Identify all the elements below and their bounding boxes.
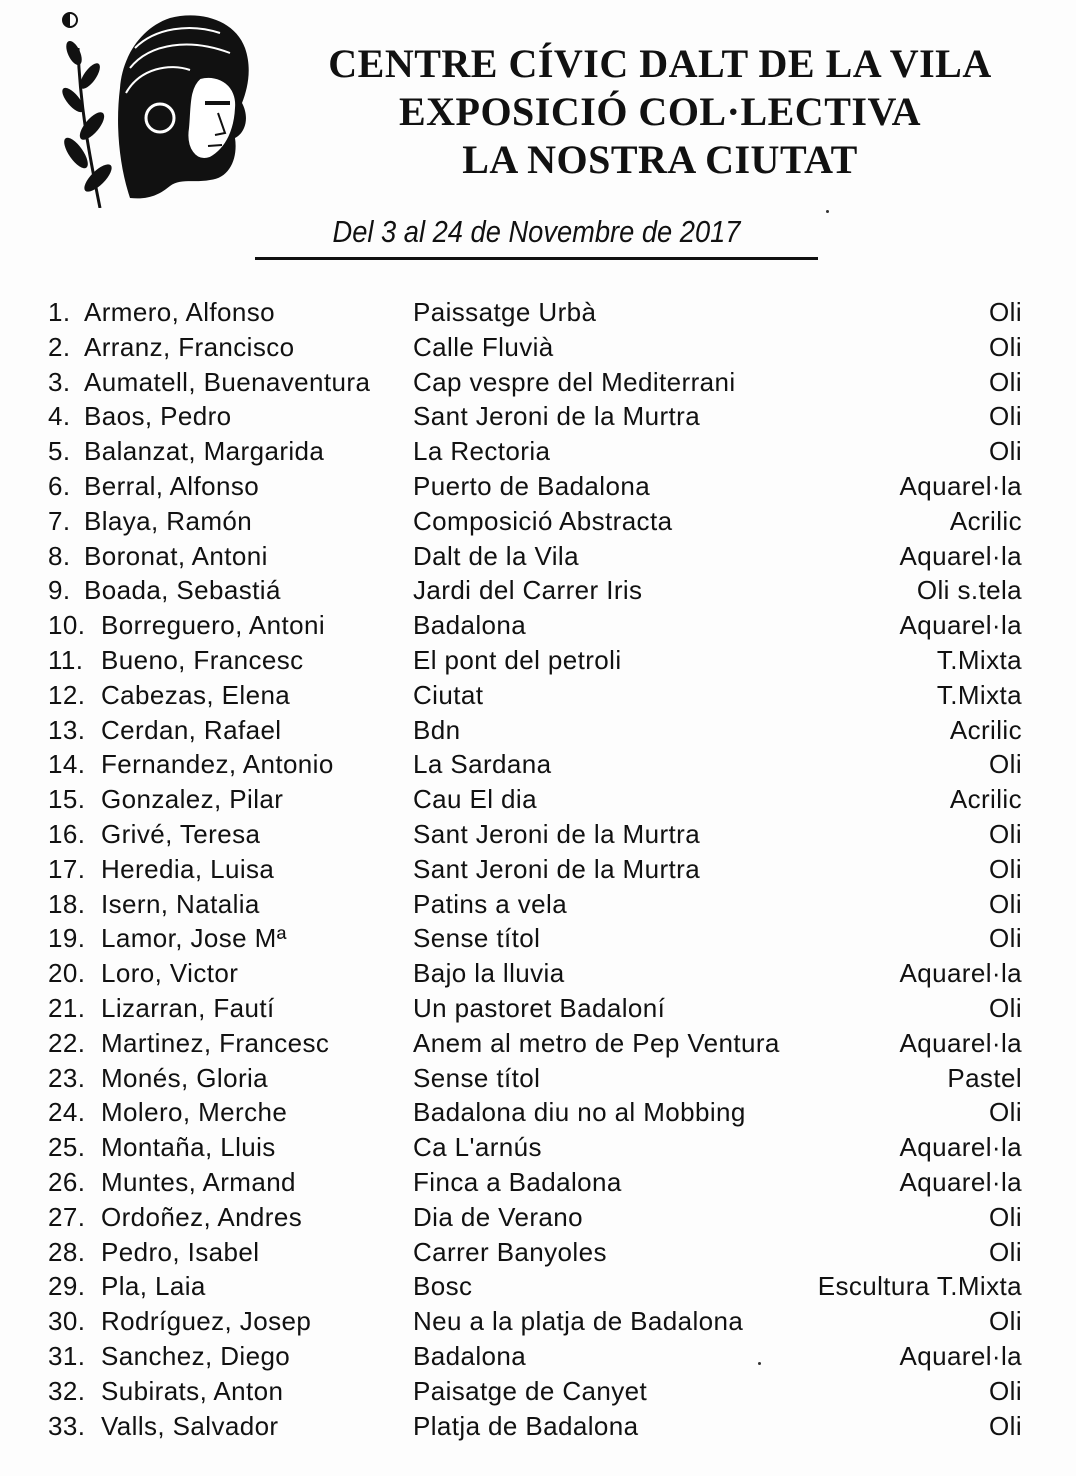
list-item bbox=[0, 1130, 1076, 1165]
artwork-technique: Aquarel·la bbox=[899, 470, 1022, 501]
entry-number: 9. bbox=[48, 575, 71, 606]
entry-number: 18. bbox=[48, 888, 86, 919]
classical-head-with-laurel-icon bbox=[60, 8, 260, 208]
entry-number: 26. bbox=[48, 1166, 86, 1197]
artist-name: Armero, Alfonso bbox=[84, 297, 275, 327]
artwork-title: Un pastoret Badaloní bbox=[413, 992, 666, 1023]
list-item bbox=[0, 539, 1076, 574]
list-item bbox=[0, 782, 1076, 817]
artwork-technique: Acrilic bbox=[949, 784, 1022, 815]
artwork-technique: Aquarel·la bbox=[899, 1132, 1022, 1163]
artwork-title: Carrer Banyoles bbox=[413, 1236, 607, 1267]
artwork-technique: Oli bbox=[989, 923, 1022, 954]
artist-name: Muntes, Armand bbox=[101, 1166, 296, 1197]
artist-name: Boada, Sebastiá bbox=[84, 575, 281, 606]
artist-name: Subirats, Anton bbox=[101, 1375, 284, 1406]
list-item bbox=[0, 295, 1076, 330]
entry-number: 15. bbox=[48, 784, 86, 815]
artwork-title: Puerto de Badalona bbox=[413, 470, 651, 501]
entry-number: 17. bbox=[48, 853, 86, 884]
list-item bbox=[0, 1165, 1076, 1200]
artwork-title: Ciutat bbox=[413, 679, 484, 710]
artwork-title: Cap vespre del Mediterrani bbox=[413, 366, 736, 397]
artwork-title: Sant Jeroni de la Murtra bbox=[413, 401, 701, 432]
list-item bbox=[0, 817, 1076, 852]
artwork-title: Paissatge Urbà bbox=[413, 297, 597, 327]
scan-speck bbox=[826, 210, 829, 213]
artist-name: Heredia, Luisa bbox=[101, 853, 275, 884]
artwork-title: Sense títol bbox=[413, 923, 541, 954]
artwork-title: La Rectoria bbox=[413, 436, 551, 467]
list-item bbox=[0, 1339, 1076, 1374]
list-item bbox=[0, 330, 1076, 365]
entry-number: 16. bbox=[48, 818, 86, 849]
list-item bbox=[0, 747, 1076, 782]
artist-name: Loro, Victor bbox=[101, 958, 239, 989]
entry-number: 27. bbox=[48, 1201, 86, 1232]
artwork-title: Dia de Verano bbox=[413, 1201, 583, 1232]
entry-number: 7. bbox=[48, 505, 71, 536]
header-line-3: LA NOSTRA CIUTAT bbox=[462, 137, 858, 182]
artwork-technique: Oli s.tela bbox=[916, 575, 1022, 606]
entry-number: 23. bbox=[48, 1062, 86, 1093]
artwork-list bbox=[0, 295, 1076, 1443]
artwork-technique: Oli bbox=[989, 1201, 1022, 1232]
list-item bbox=[0, 399, 1076, 434]
artwork-title: Composició Abstracta bbox=[413, 505, 673, 536]
list-item bbox=[0, 1061, 1076, 1096]
entry-number: 1. bbox=[48, 297, 71, 327]
artist-name: Pla, Laia bbox=[101, 1271, 206, 1302]
exhibition-dates: Del 3 al 24 de Novembre de 2017 bbox=[332, 214, 741, 249]
entry-number: 29. bbox=[48, 1271, 86, 1302]
artwork-title: Bdn bbox=[413, 714, 461, 745]
artwork-title: Cau El dia bbox=[413, 784, 537, 815]
artwork-technique: Oli bbox=[989, 1375, 1022, 1406]
artist-name: Lamor, Jose Mª bbox=[101, 923, 287, 954]
artwork-technique: Pastel bbox=[947, 1062, 1022, 1093]
list-item bbox=[0, 1304, 1076, 1339]
exhibition-header bbox=[280, 40, 1040, 184]
entry-number: 28. bbox=[48, 1236, 86, 1267]
artist-name: Fernandez, Antonio bbox=[101, 749, 334, 780]
list-item bbox=[0, 573, 1076, 608]
artwork-title: Paisatge de Canyet bbox=[413, 1375, 648, 1406]
artwork-technique: Oli bbox=[989, 853, 1022, 884]
artist-name: Molero, Merche bbox=[101, 1097, 288, 1128]
list-item bbox=[0, 678, 1076, 713]
list-item bbox=[0, 991, 1076, 1026]
artwork-title: Badalona bbox=[413, 610, 527, 641]
artwork-technique: Acrilic bbox=[949, 714, 1022, 745]
list-item bbox=[0, 1374, 1076, 1409]
header-line-1: CENTRE CÍVIC DALT DE LA VILA bbox=[328, 41, 992, 86]
artist-name: Valls, Salvador bbox=[101, 1410, 279, 1441]
artwork-technique: Aquarel·la bbox=[899, 540, 1022, 571]
artwork-title: Finca a Badalona bbox=[413, 1166, 622, 1197]
artist-name: Ordoñez, Andres bbox=[101, 1201, 303, 1232]
artwork-title: Badalona bbox=[413, 1340, 527, 1371]
artist-name: Berral, Alfonso bbox=[84, 470, 260, 501]
list-item bbox=[0, 956, 1076, 991]
artist-name: Boronat, Antoni bbox=[84, 540, 268, 571]
entry-number: 30. bbox=[48, 1306, 86, 1337]
artwork-technique: Oli bbox=[989, 888, 1022, 919]
header-line-2: EXPOSICIÓ COL·LECTIVA bbox=[398, 89, 922, 134]
list-item bbox=[0, 608, 1076, 643]
entry-number: 13. bbox=[48, 714, 86, 745]
artist-name: Borreguero, Antoni bbox=[101, 610, 326, 641]
artist-name: Cabezas, Elena bbox=[101, 679, 291, 710]
entry-number: 5. bbox=[48, 436, 71, 467]
artwork-technique: Oli bbox=[989, 818, 1022, 849]
artist-name: Blaya, Ramón bbox=[84, 505, 253, 536]
artwork-technique: Oli bbox=[989, 436, 1022, 467]
artwork-technique: Oli bbox=[989, 992, 1022, 1023]
artwork-technique: Aquarel·la bbox=[899, 1166, 1022, 1197]
artwork-technique: Oli bbox=[989, 331, 1022, 362]
entry-number: 3. bbox=[48, 366, 71, 397]
artwork-technique: T.Mixta bbox=[936, 644, 1022, 675]
list-item bbox=[0, 852, 1076, 887]
entry-number: 12. bbox=[48, 679, 86, 710]
artwork-title: Badalona diu no al Mobbing bbox=[413, 1097, 746, 1128]
artist-name: Cerdan, Rafael bbox=[101, 714, 282, 745]
list-item bbox=[0, 1269, 1076, 1304]
entry-number: 32. bbox=[48, 1375, 86, 1406]
list-item bbox=[0, 1235, 1076, 1270]
artwork-title: Anem al metro de Pep Ventura bbox=[413, 1027, 780, 1058]
artwork-technique: Oli bbox=[989, 1236, 1022, 1267]
artist-name: Monés, Gloria bbox=[101, 1062, 269, 1093]
artwork-title: El pont del petroli bbox=[413, 644, 622, 675]
artwork-title: Sant Jeroni de la Murtra bbox=[413, 818, 701, 849]
artwork-technique: Escultura T.Mixta bbox=[817, 1271, 1022, 1302]
artist-name: Grivé, Teresa bbox=[101, 818, 261, 849]
artwork-technique: Oli bbox=[989, 1097, 1022, 1128]
artwork-title: La Sardana bbox=[413, 749, 552, 780]
entry-number: 25. bbox=[48, 1132, 86, 1163]
artwork-technique: Oli bbox=[989, 1306, 1022, 1337]
artist-name: Arranz, Francisco bbox=[84, 331, 295, 362]
list-item bbox=[0, 1026, 1076, 1061]
artist-name: Martinez, Francesc bbox=[101, 1027, 330, 1058]
artist-name: Rodríguez, Josep bbox=[101, 1306, 312, 1337]
list-item bbox=[0, 887, 1076, 922]
artwork-title: Platja de Badalona bbox=[413, 1410, 639, 1441]
artwork-title: Ca L'arnús bbox=[413, 1132, 542, 1163]
artwork-technique: Aquarel·la bbox=[899, 958, 1022, 989]
artwork-technique: Oli bbox=[989, 366, 1022, 397]
artist-name: Aumatell, Buenaventura bbox=[84, 366, 371, 397]
list-item bbox=[0, 1200, 1076, 1235]
artwork-technique: Acrilic bbox=[949, 505, 1022, 536]
list-item bbox=[0, 504, 1076, 539]
list-item bbox=[0, 1095, 1076, 1130]
entry-number: 14. bbox=[48, 749, 86, 780]
artwork-title: Patins a vela bbox=[413, 888, 568, 919]
artist-name: Montaña, Lluis bbox=[101, 1132, 276, 1163]
list-item bbox=[0, 434, 1076, 469]
artwork-title: Jardi del Carrer Iris bbox=[413, 575, 643, 606]
artwork-title: Bosc bbox=[413, 1271, 473, 1302]
list-item bbox=[0, 921, 1076, 956]
artwork-title: Neu a la platja de Badalona bbox=[413, 1306, 744, 1337]
artwork-technique: Aquarel·la bbox=[899, 1027, 1022, 1058]
artist-name: Isern, Natalia bbox=[101, 888, 260, 919]
entry-number: 6. bbox=[48, 470, 71, 501]
entry-number: 10. bbox=[48, 610, 86, 641]
artist-name: Baos, Pedro bbox=[84, 401, 232, 432]
artwork-technique: T.Mixta bbox=[936, 679, 1022, 710]
artwork-technique: Aquarel·la bbox=[899, 610, 1022, 641]
list-item bbox=[0, 643, 1076, 678]
entry-number: 20. bbox=[48, 958, 86, 989]
artwork-technique: Oli bbox=[989, 749, 1022, 780]
entry-number: 11. bbox=[48, 644, 84, 675]
entry-number: 21. bbox=[48, 992, 86, 1023]
artwork-title: Calle Fluvià bbox=[413, 331, 554, 362]
entry-number: 2. bbox=[48, 331, 71, 362]
artwork-technique: Oli bbox=[989, 1410, 1022, 1441]
list-item bbox=[0, 365, 1076, 400]
artist-name: Pedro, Isabel bbox=[101, 1236, 260, 1267]
artwork-technique: Oli bbox=[989, 297, 1022, 327]
list-item bbox=[0, 713, 1076, 748]
entry-number: 24. bbox=[48, 1097, 86, 1128]
entry-number: 19. bbox=[48, 923, 86, 954]
artwork-title: Dalt de la Vila bbox=[413, 540, 579, 571]
list-item bbox=[0, 469, 1076, 504]
artist-name: Gonzalez, Pilar bbox=[101, 784, 284, 815]
entry-number: 31. bbox=[48, 1340, 86, 1371]
artist-name: Lizarran, Fautí bbox=[101, 992, 275, 1023]
artwork-title: Sense títol bbox=[413, 1062, 541, 1093]
entry-number: 8. bbox=[48, 540, 71, 571]
scan-speck bbox=[758, 1362, 761, 1365]
list-item bbox=[0, 1409, 1076, 1444]
entry-number: 22. bbox=[48, 1027, 86, 1058]
header-divider bbox=[255, 257, 818, 260]
artwork-technique: Aquarel·la bbox=[899, 1340, 1022, 1371]
artwork-title: Sant Jeroni de la Murtra bbox=[413, 853, 701, 884]
artwork-title: Bajo la lluvia bbox=[413, 958, 565, 989]
entry-number: 33. bbox=[48, 1410, 86, 1441]
artwork-technique: Oli bbox=[989, 401, 1022, 432]
artist-name: Balanzat, Margarida bbox=[84, 436, 325, 467]
artist-name: Sanchez, Diego bbox=[101, 1340, 291, 1371]
entry-number: 4. bbox=[48, 401, 71, 432]
artist-name: Bueno, Francesc bbox=[101, 644, 304, 675]
